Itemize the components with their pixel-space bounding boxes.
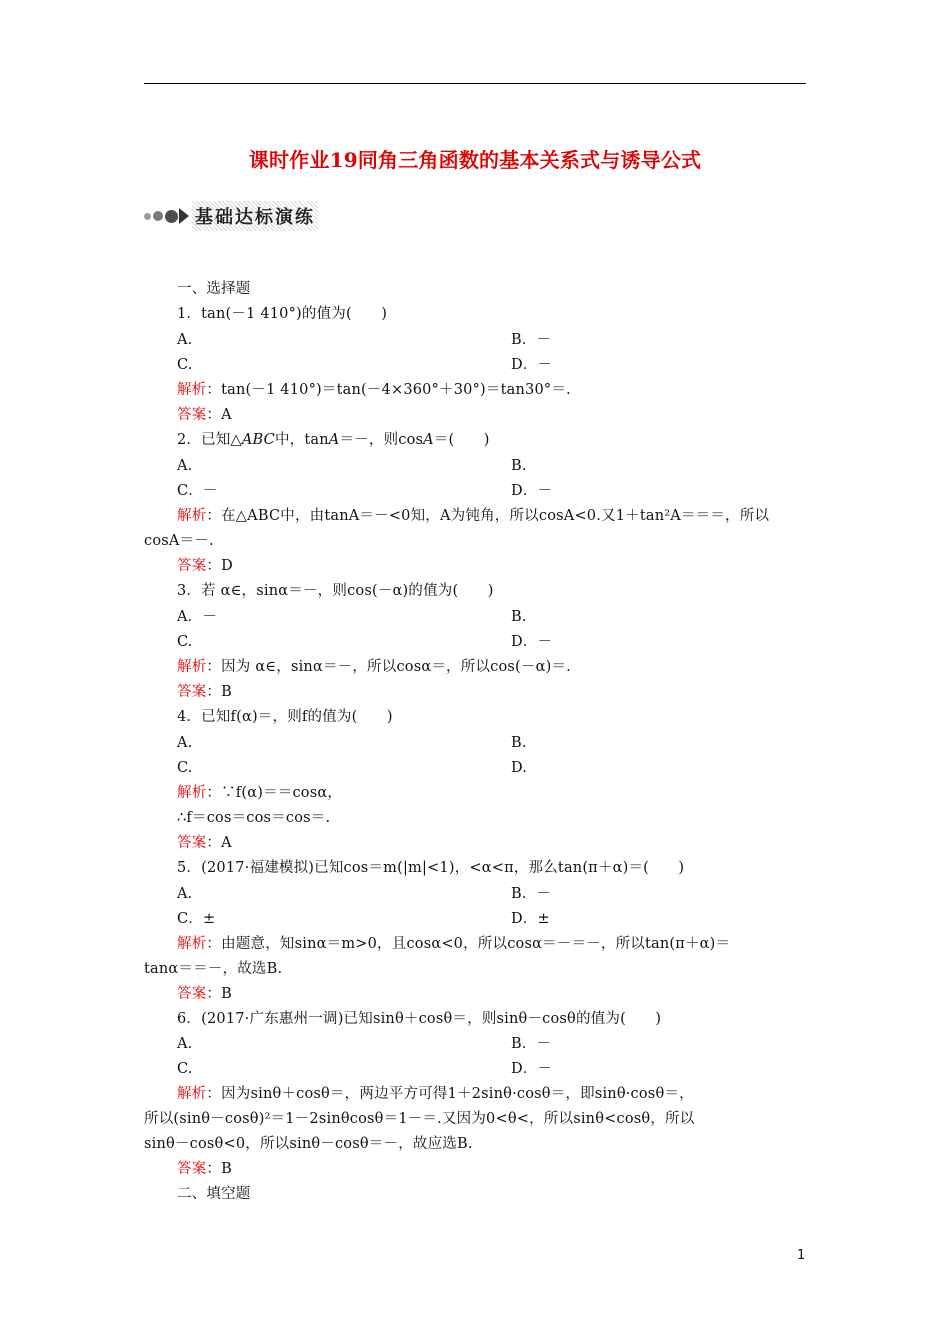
analysis-label: 解析 — [177, 508, 207, 524]
q2-option-c: C．－ — [177, 483, 218, 499]
q6-option-b: B．－ — [511, 1036, 552, 1052]
page-title: 课时作业19同角三角函数的基本关系式与诱导公式 — [248, 148, 702, 172]
q3-option-b: B. — [511, 609, 527, 625]
q4-analysis — [177, 784, 342, 802]
q6-option-d: D．－ — [511, 1061, 553, 1077]
answer-label: 答案 — [177, 407, 207, 423]
analysis-text: ：tan(－1 410°)＝tan(－4×360°＋30°)＝tan30°＝. — [206, 382, 571, 398]
analysis-text: ：由题意，知sinα＝m>0，且cosα<0，所以cosα＝－＝－，所以tan(π＋α)＝ — [206, 936, 731, 952]
q3-option-c: C. — [177, 634, 193, 650]
q6-option-a: A. — [177, 1036, 193, 1052]
q4-stem: 4．已知f(α)＝，则f的值为( ) — [177, 709, 393, 725]
q4-answer — [177, 834, 232, 852]
q4-option-a: A. — [177, 735, 193, 751]
answer-text: ：B — [206, 684, 232, 700]
q1-option-c: C. — [177, 357, 193, 373]
q4-option-c: C. — [177, 760, 193, 776]
q5-option-b: B．－ — [511, 886, 552, 902]
q2-analysis-cont: cosA＝－. — [144, 533, 214, 549]
analysis-text: ：在△ABC中，由tanA＝－<0知，A为钝角，所以cosA<0.又1＋tan²A＝＝＝，所以 — [206, 508, 770, 524]
q5-option-a: A. — [177, 886, 193, 902]
analysis-label: 解析 — [177, 936, 207, 952]
q5-option-c: C．± — [177, 911, 216, 927]
section-banner — [144, 201, 318, 231]
q2-option-d: D．－ — [511, 483, 553, 499]
q2-answer — [177, 557, 233, 575]
q5-analysis — [177, 935, 730, 953]
q3-answer — [177, 683, 232, 701]
section-choice-heading: 一、选择题 — [177, 281, 251, 297]
q6-stem: 6．(2017·广东惠州一调)已知sinθ＋cosθ＝，则sinθ－cosθ的值为( ) — [177, 1011, 662, 1027]
answer-label: 答案 — [177, 835, 207, 851]
q1-analysis — [177, 381, 571, 399]
page-number: 1 — [797, 1248, 806, 1263]
q6-analysis — [177, 1085, 694, 1103]
answer-text: ：A — [206, 407, 232, 423]
analysis-label: 解析 — [177, 659, 207, 675]
q6-analysis-cont: 所以(sinθ－cosθ)²＝1－2sinθcosθ＝1－＝.又因为0<θ<，所以sinθ<cosθ，所以 — [144, 1111, 695, 1127]
q4-option-d: D. — [511, 760, 528, 776]
answer-text: ：B — [206, 1161, 232, 1177]
analysis-text: ：因为 α∈，sinα＝－，所以cosα＝，所以cos(－α)＝. — [206, 659, 571, 675]
analysis-text: ：因为sinθ＋cosθ＝，两边平方可得1＋2sinθ·cosθ＝，即sinθ·cosθ＝， — [206, 1086, 694, 1102]
q1-option-b: B．－ — [511, 332, 552, 348]
analysis-label: 解析 — [177, 785, 207, 801]
q5-option-d: D．± — [511, 911, 550, 927]
q3-stem: 3．若 α∈，sinα＝－，则cos(－α)的值为( ) — [177, 583, 494, 599]
q6-option-c: C. — [177, 1061, 193, 1077]
q3-option-d: D．－ — [511, 634, 553, 650]
q1-option-d: D．－ — [511, 357, 553, 373]
q6-analysis-cont2: sinθ－cosθ<0，所以sinθ－cosθ＝－，故应选B. — [144, 1136, 473, 1152]
analysis-text: ：∵f(α)＝＝cosα， — [206, 785, 343, 801]
q5-analysis-cont: tanα＝＝－，故选B. — [144, 961, 283, 977]
section-fill-heading: 二、填空题 — [177, 1186, 251, 1202]
analysis-label: 解析 — [177, 1086, 207, 1102]
banner-dots-icon — [144, 208, 192, 224]
q2-stem: 2．已知△ABC中，tanA＝－，则cosA＝( ) — [177, 432, 490, 448]
answer-label: 答案 — [177, 684, 207, 700]
q2-option-a: A. — [177, 458, 193, 474]
q4-analysis-cont: ∴f＝cos＝cos＝cos＝. — [177, 810, 331, 826]
q1-answer — [177, 406, 232, 424]
q6-answer — [177, 1160, 232, 1178]
answer-label: 答案 — [177, 1161, 207, 1177]
answer-text: ：A — [206, 835, 232, 851]
q3-option-a: A．－ — [177, 609, 218, 625]
q5-stem: 5．(2017·福建模拟)已知cos＝m(|m|<1)，<α<π，那么tan(π＋α)＝( ) — [177, 860, 685, 876]
q2-analysis — [177, 507, 769, 525]
answer-text: ：B — [206, 986, 232, 1002]
q1-stem: 1．tan(－1 410°)的值为( ) — [177, 306, 388, 322]
q3-analysis — [177, 658, 571, 676]
banner-label: 基础达标演练 — [192, 201, 318, 231]
answer-label: 答案 — [177, 986, 207, 1002]
q2-option-b: B. — [511, 458, 527, 474]
analysis-label: 解析 — [177, 382, 207, 398]
q1-option-a: A. — [177, 332, 193, 348]
header-rule — [144, 83, 806, 84]
q5-answer — [177, 985, 232, 1003]
answer-label: 答案 — [177, 558, 207, 574]
answer-text: ：D — [206, 558, 233, 574]
q4-option-b: B. — [511, 735, 527, 751]
